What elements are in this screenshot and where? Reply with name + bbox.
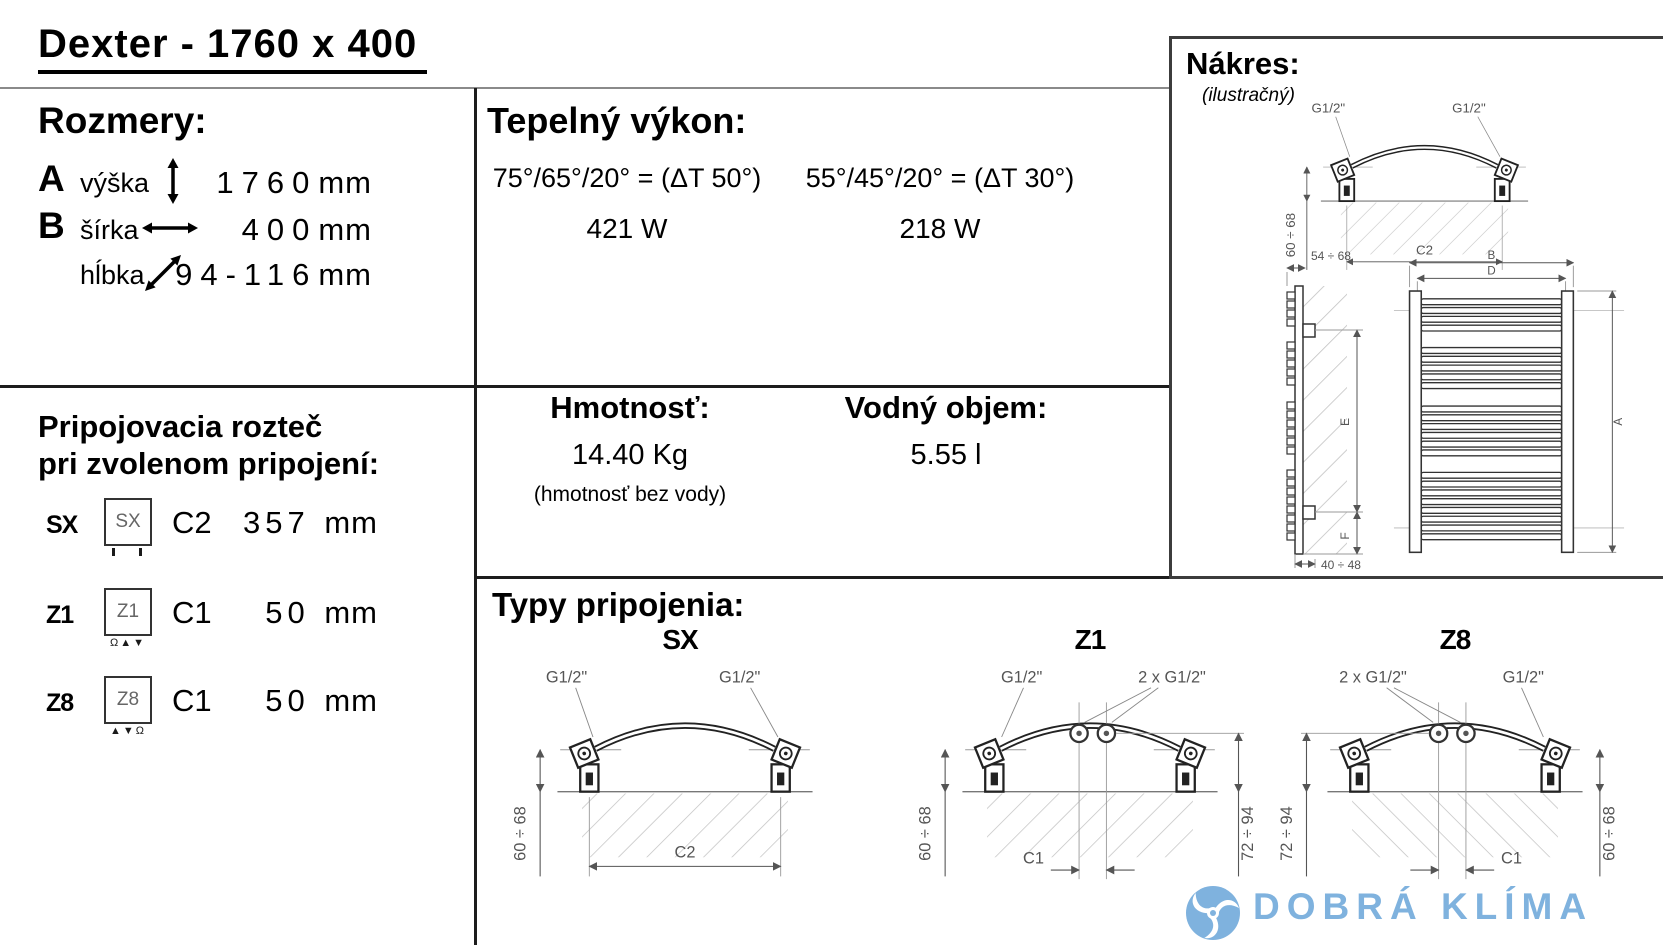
thread-label-right: G1/2" <box>1502 668 1545 687</box>
dimension-value-height: 1760mm <box>216 165 372 200</box>
drawing-heading: Nákres: <box>1186 46 1300 81</box>
dobra-klima-logo-text: DOBRÁ KLÍMA <box>1253 886 1594 927</box>
connection-dim-z8: C1 <box>172 683 212 718</box>
dimension-key-a: A <box>38 158 65 199</box>
dim-label-left: 60 ÷ 68 <box>511 806 530 861</box>
thermal-power-dt50: 421 W <box>586 213 668 244</box>
connection-stub-icon <box>112 548 115 556</box>
connection-type-sx: SX <box>46 511 78 539</box>
divider-horizontal-weights <box>477 576 1170 579</box>
dim-label-right: 60 ÷ 68 <box>1600 806 1619 861</box>
connection-pitch-heading-line1: Pripojovacia rozteč <box>38 409 323 444</box>
page-title: Dexter - 1760 x 400 <box>38 22 427 74</box>
dim-label-left: 60 ÷ 68 <box>916 806 935 861</box>
thread-label-right: G1/2" <box>1452 100 1486 116</box>
flow-direction-icons: ▲▼Ω <box>110 725 146 737</box>
connection-diagram-z8 <box>1250 655 1660 901</box>
dim-label-a: A <box>1612 417 1626 426</box>
connection-dim-z1: C1 <box>172 595 212 630</box>
horizontal-double-arrow-icon <box>142 215 198 246</box>
side-view-collectors <box>1287 292 1295 540</box>
dim-label-b: B <box>1487 248 1496 262</box>
water-volume-heading: Vodný objem: <box>844 390 1048 425</box>
water-volume-block <box>790 390 1102 472</box>
dimension-label-height: výška <box>80 168 150 198</box>
diagram-name-z8: Z8 <box>1439 624 1471 655</box>
dim-label-bottom: C1 <box>1501 849 1522 868</box>
connection-types-heading: Typy pripojenia: <box>492 586 745 623</box>
dimension-label-width: šírka <box>80 215 139 245</box>
dimension-key-b: B <box>38 205 65 246</box>
dim-label-e: E <box>1338 417 1352 427</box>
vertical-double-arrow-icon <box>160 158 186 209</box>
dim-label-bottom: C2 <box>674 843 696 862</box>
dim-label-bottom: C1 <box>1023 849 1044 868</box>
thermal-output-column-dt50 <box>477 163 777 245</box>
connection-box-icon-z1: Z1 <box>104 588 152 636</box>
dim-label-d: D <box>1487 264 1496 278</box>
drawing-side-view <box>1243 242 1393 576</box>
thermal-formula-dt50: 75°/65°/20° = (ΔT 50°) <box>492 163 762 193</box>
diagram-name-z1: Z1 <box>1074 624 1106 655</box>
thread-label-left: G1/2" <box>545 668 588 687</box>
divider-horizontal-middle <box>0 385 1170 388</box>
dimension-row-width <box>38 205 372 251</box>
connection-value-z8: 50 mm <box>265 683 378 718</box>
connection-stub-icon <box>139 548 142 556</box>
thread-label-left: 2 x G1/2" <box>1339 668 1407 687</box>
connection-diagram-z1 <box>885 655 1295 901</box>
connection-row-z8 <box>38 676 378 746</box>
dim-label-depth-bottom: 40 ÷ 48 <box>1321 558 1361 572</box>
thread-label-right: G1/2" <box>718 668 761 687</box>
connection-type-z8: Z8 <box>46 689 74 717</box>
dimension-label-depth: hĺbka <box>80 260 145 290</box>
thermal-power-dt30: 218 W <box>899 213 981 244</box>
connection-row-sx <box>38 498 378 568</box>
dimension-value-depth: 94-116mm <box>175 257 372 292</box>
thermal-output-column-dt30 <box>790 163 1090 245</box>
thread-label-left: G1/2" <box>1311 100 1346 116</box>
dim-label-right: 72 ÷ 94 <box>1239 806 1258 861</box>
dim-label-left: 72 ÷ 94 <box>1277 806 1296 861</box>
dim-label-f: F <box>1338 532 1352 540</box>
dim-label-c2: C2 <box>1415 242 1434 258</box>
connection-value-z1: 50 mm <box>265 595 378 630</box>
diagram-name-sx: SX <box>662 624 698 655</box>
connection-box-icon-z8: Z8 <box>104 676 152 724</box>
connection-type-z1: Z1 <box>46 601 74 629</box>
water-volume-value: 5.55 l <box>910 439 982 471</box>
dimension-row-height <box>38 158 372 204</box>
connection-dim-sx: C2 <box>172 505 212 540</box>
thread-label-right: 2 x G1/2" <box>1138 668 1206 687</box>
dimension-row-depth <box>38 250 372 296</box>
dim-label-depth-top: 54 ÷ 68 <box>1311 249 1351 263</box>
connection-pitch-heading-line2: pri zvolenom pripojení: <box>38 446 380 481</box>
connection-diagram-sx <box>480 655 890 901</box>
rozmery-heading: Rozmery: <box>38 100 207 141</box>
thermal-output-heading: Tepelný výkon: <box>487 100 747 141</box>
dobra-klima-logo-icon <box>1183 883 1243 943</box>
connection-pitch-heading <box>38 408 379 482</box>
weight-block <box>474 390 786 507</box>
thermal-formula-dt30: 55°/45°/20° = (ΔT 30°) <box>805 163 1075 193</box>
radiator-rungs <box>1421 299 1561 540</box>
divider-under-title <box>0 87 1170 89</box>
dimension-value-width: 400mm <box>241 212 372 247</box>
weight-heading: Hmotnosť: <box>550 390 710 425</box>
connection-value-sx: 357 mm <box>242 505 378 540</box>
dim-label-height: 60 ÷ 68 <box>1283 212 1298 258</box>
drawing-front-view <box>1392 248 1626 570</box>
flow-direction-icons: Ω▲▼ <box>110 637 146 649</box>
connection-row-z1 <box>38 588 378 658</box>
drawing-subheading: (ilustračný) <box>1202 85 1295 106</box>
weight-note: (hmotnosť bez vody) <box>533 483 727 506</box>
thread-label-left: G1/2" <box>1000 668 1043 687</box>
weight-value: 14.40 Kg <box>571 439 689 471</box>
connection-box-icon-sx: SX <box>104 498 152 546</box>
